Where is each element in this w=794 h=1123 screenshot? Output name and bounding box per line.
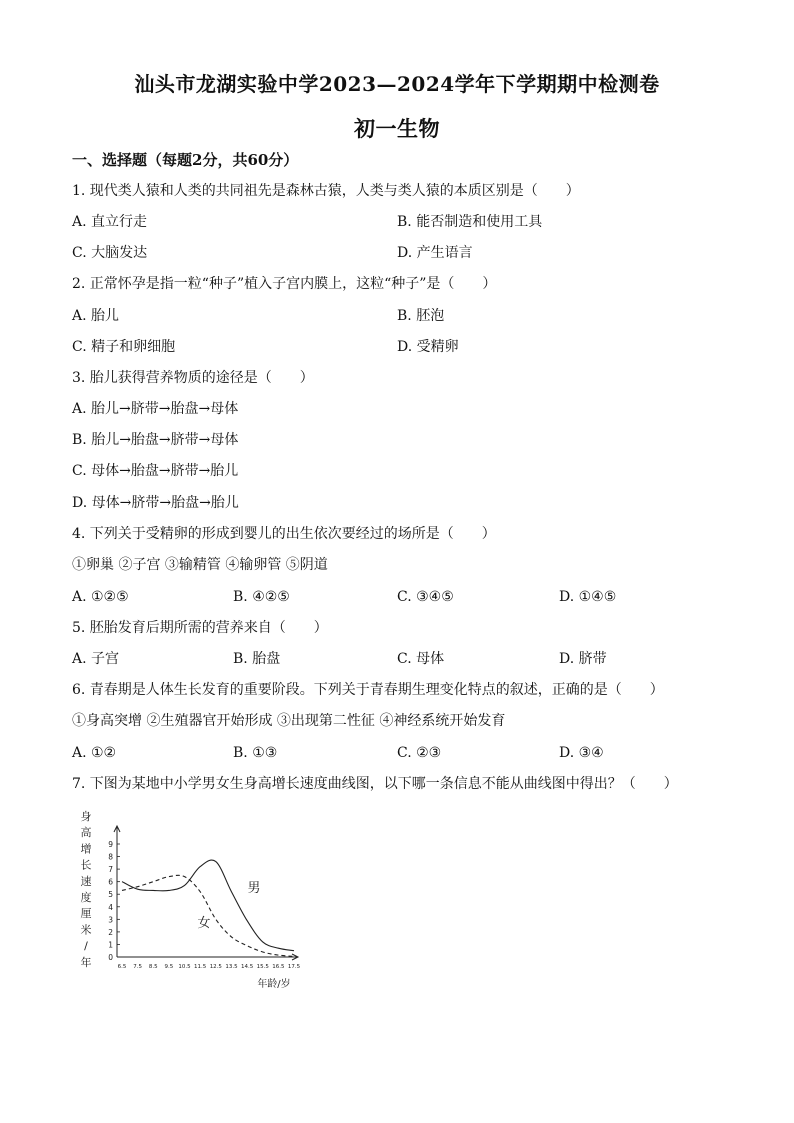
x-tick-label: 12.5 xyxy=(209,964,222,970)
y-axis-label-char: 厘 xyxy=(80,907,92,921)
y-tick-label: 5 xyxy=(108,890,113,900)
exam-subject: 初一生物 xyxy=(354,116,440,141)
question-6-option-c[interactable]: C. ②③ xyxy=(397,745,442,761)
question-1-stem: 1. 现代类人猿和人类的共同祖先是森林古猿，人类与类人猿的本质区别是（ ） xyxy=(72,183,580,199)
question-6-stem: 6. 青春期是人体生长发育的重要阶段。下列关于青春期生理变化特点的叙述，正确的是（ ） xyxy=(72,682,664,698)
y-tick-label: 0 xyxy=(108,953,113,962)
question-1-option-d[interactable]: D. 产生语言 xyxy=(397,245,473,261)
question-3-stem: 3. 胎儿获得营养物质的途径是（ ） xyxy=(72,370,314,386)
question-6-option-d[interactable]: D. ③④ xyxy=(559,745,604,761)
question-3-option-b[interactable]: B. 胎儿→胎盘→脐带→母体 xyxy=(72,432,239,448)
x-tick-label: 14.5 xyxy=(240,964,254,970)
x-tick-label: 6.5 xyxy=(117,964,127,970)
x-tick-label: 11.5 xyxy=(194,964,207,970)
question-5-option-c[interactable]: C. 母体 xyxy=(397,651,445,667)
question-1-option-c[interactable]: C. 大脑发达 xyxy=(72,245,148,261)
y-tick-label: 8 xyxy=(108,852,113,862)
x-tick-label: 8.5 xyxy=(148,964,158,970)
question-6-choices-list: ①身高突增 ②生殖器官开始形成 ③出现第二性征 ④神经系统开始发育 xyxy=(72,713,506,729)
x-tick-label: 17.5 xyxy=(287,964,301,970)
question-1-option-b[interactable]: B. 能否制造和使用工具 xyxy=(397,214,543,230)
question-5-option-a[interactable]: A. 子宫 xyxy=(72,651,120,667)
question-4-option-d[interactable]: D. ①④⑤ xyxy=(559,589,617,605)
question-3-option-d[interactable]: D. 母体→脐带→胎盘→胎儿 xyxy=(72,495,239,511)
question-5-option-d[interactable]: D. 脐带 xyxy=(559,651,607,667)
question-7-stem: 7. 下图为某地中小学男女生身高增长速度曲线图，以下哪一条信息不能从曲线图中得出？（ ） xyxy=(72,776,678,792)
section-heading: 一、选择题（每题2分，共60分） xyxy=(72,151,299,169)
series-label-female: 女 xyxy=(197,916,211,931)
x-tick-label: 9.5 xyxy=(164,964,174,970)
question-1-option-a[interactable]: A. 直立行走 xyxy=(72,214,148,230)
y-axis-label-char: 高 xyxy=(80,826,92,840)
height-growth-chart xyxy=(76,804,306,994)
y-axis-label-char: 速 xyxy=(80,874,92,888)
y-axis-label-char: 增 xyxy=(80,842,92,856)
question-4-stem: 4. 下列关于受精卵的形成到婴儿的出生依次要经过的场所是（ ） xyxy=(72,526,496,542)
exam-title: 汕头市龙湖实验中学2023—2024学年下学期期中检测卷 xyxy=(134,72,660,96)
question-4-option-c[interactable]: C. ③④⑤ xyxy=(397,589,454,605)
y-tick-label: 1 xyxy=(108,940,113,950)
y-axis-label-char: 长 xyxy=(80,858,92,872)
y-axis-label-char: 身 xyxy=(80,810,92,823)
y-tick-label: 2 xyxy=(108,927,113,937)
series-label-male: 男 xyxy=(247,881,261,896)
question-3-option-a[interactable]: A. 胎儿→脐带→胎盘→母体 xyxy=(72,401,239,417)
chart-svg xyxy=(76,804,306,994)
y-axis-label-char: 度 xyxy=(80,891,92,904)
question-2-option-a[interactable]: A. 胎儿 xyxy=(72,308,120,324)
question-5-stem: 5. 胚胎发育后期所需的营养来自（ ） xyxy=(72,620,328,636)
series-line-male xyxy=(122,860,294,951)
question-6-option-a[interactable]: A. ①② xyxy=(72,745,117,761)
question-4-option-b[interactable]: B. ④②⑤ xyxy=(233,589,290,605)
question-4-choices-list: ①卵巢 ②子宫 ③输精管 ④输卵管 ⑤阴道 xyxy=(72,557,328,573)
question-4-option-a[interactable]: A. ①②⑤ xyxy=(72,589,129,605)
y-tick-label: 7 xyxy=(108,865,113,875)
y-axis-label-char: 年 xyxy=(80,955,92,969)
x-tick-label: 16.5 xyxy=(272,964,285,970)
question-2-stem: 2. 正常怀孕是指一粒“种子”植入子宫内膜上，这粒“种子”是（ ） xyxy=(72,276,497,292)
question-5-option-b[interactable]: B. 胎盘 xyxy=(233,651,281,667)
y-tick-label: 3 xyxy=(108,915,113,925)
question-2-option-d[interactable]: D. 受精卵 xyxy=(397,339,459,355)
y-axis-label-char: 米 xyxy=(80,923,92,937)
x-tick-label: 15.5 xyxy=(256,964,269,970)
question-6-option-b[interactable]: B. ①③ xyxy=(233,745,278,761)
question-2-option-b[interactable]: B. 胚泡 xyxy=(397,308,445,324)
y-axis-label-char: / xyxy=(84,939,88,953)
x-axis-label: 年龄/岁 xyxy=(257,979,291,990)
question-2-option-c[interactable]: C. 精子和卵细胞 xyxy=(72,339,176,355)
x-tick-label: 10.5 xyxy=(178,964,191,970)
y-tick-label: 4 xyxy=(108,902,113,912)
y-tick-label: 6 xyxy=(108,877,113,887)
x-tick-label: 13.5 xyxy=(225,964,238,970)
question-3-option-c[interactable]: C. 母体→胎盘→脐带→胎儿 xyxy=(72,463,239,479)
x-tick-label: 7.5 xyxy=(133,964,143,970)
y-tick-label: 9 xyxy=(108,840,113,849)
